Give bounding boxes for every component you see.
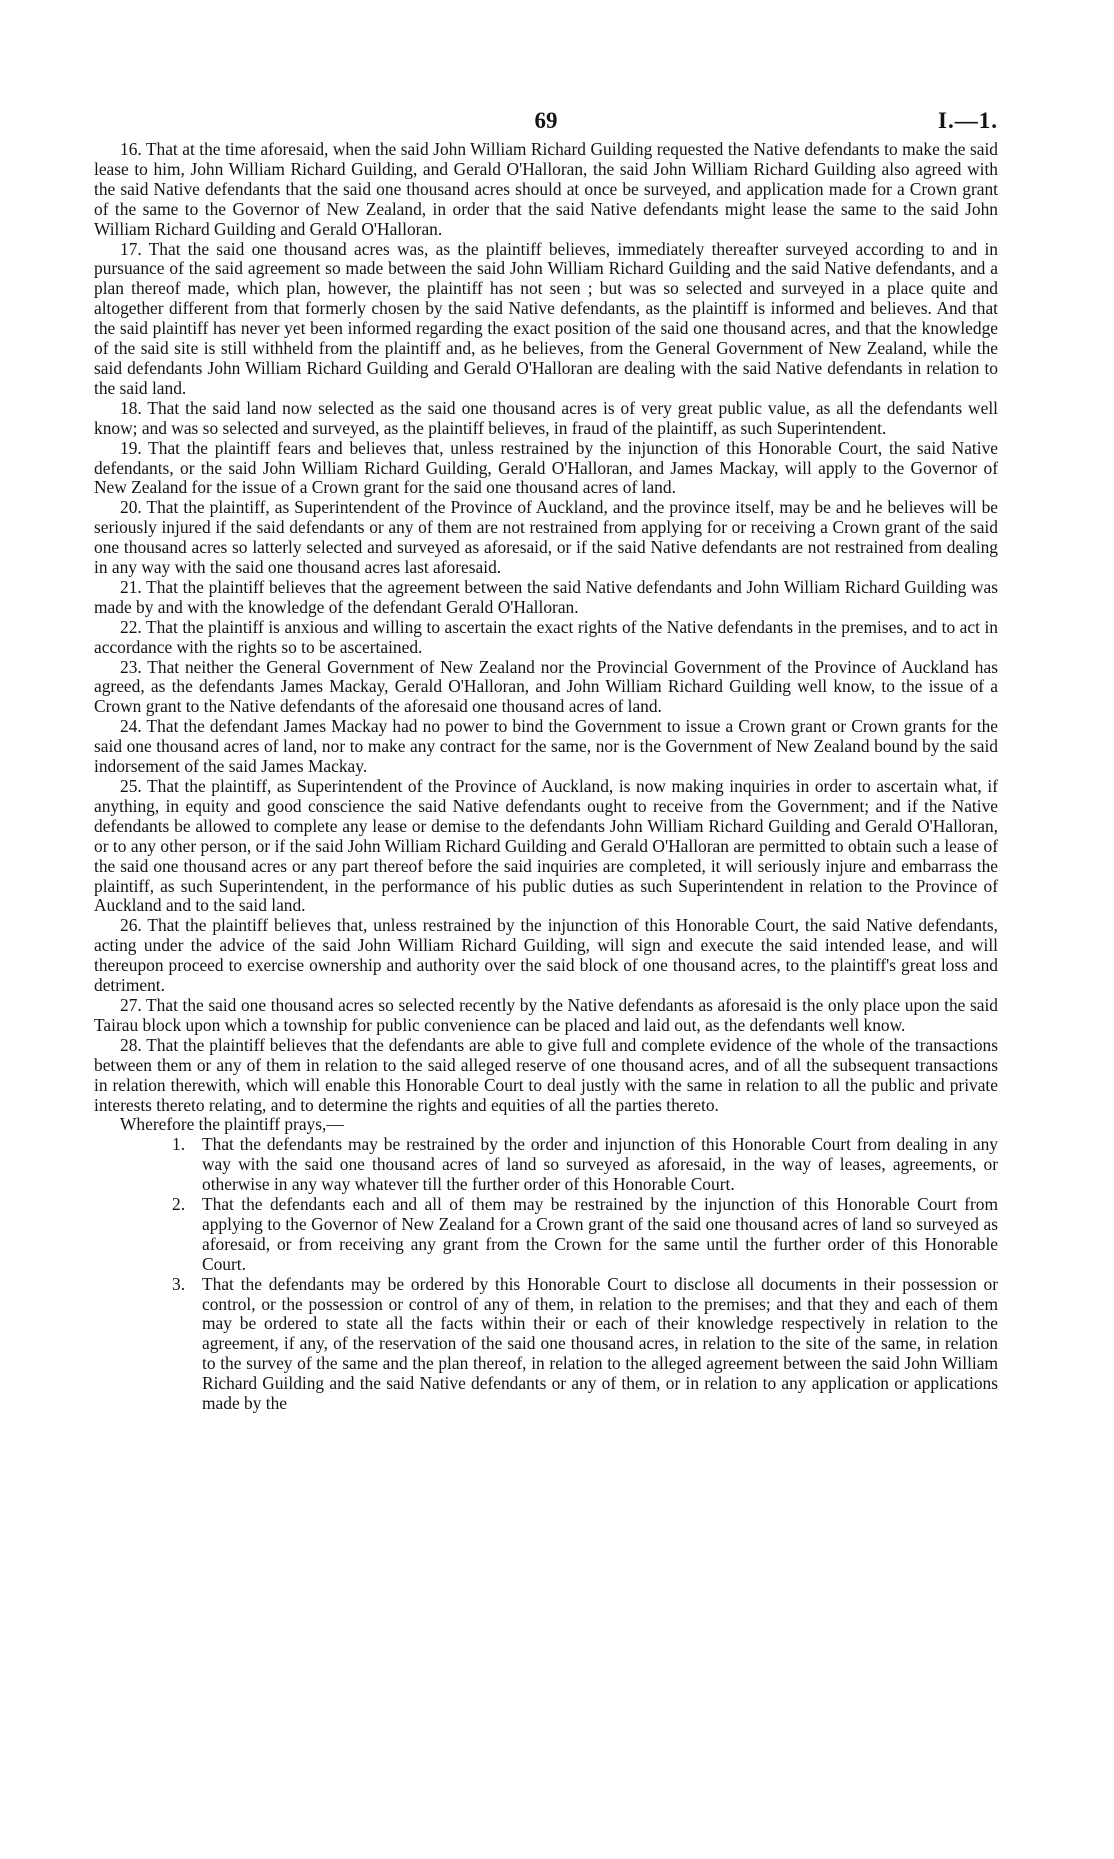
paragraph-20: 20. That the plaintiff, as Superintendent of the Province of Auckland, and the province itself, may be and he believes will be seriously injured if the said defendants or any of them are not restrained from applying for or receiving a Crown grant of the said one thousand acres so latterly selected and surveyed as aforesaid, or if the said Native defendants are not restrained from dealing in any way with the said one thousand acres last aforesaid. xyxy=(94,497,998,578)
paragraph-18: 18. That the said land now selected as the said one thousand acres is of very great public value, as all the defendants well know; and was so selected and surveyed, as the plaintiff believes, in fraud of the plaintiff, as such Superintendent. xyxy=(94,397,998,438)
paragraph-23: 23. That neither the General Government of New Zealand nor the Provincial Government of the Province of Auckland has agreed, as the defendants James Mackay, Gerald O'Halloran, and John William Richard Guilding well know, to the issue of a Crown grant to the Native defendants of the aforesaid one thousand acres of land. xyxy=(94,656,998,717)
document-reference: I.—1. xyxy=(938,108,998,133)
document-page xyxy=(94,100,998,1414)
prayer-item-number: 3. xyxy=(172,1273,186,1294)
paragraph-22: 22. That the plaintiff is anxious and willing to ascertain the exact rights of the Native defendants in the premises, and to act in accordance with the rights so to be ascertained. xyxy=(94,616,998,657)
prayer-item-number: 2. xyxy=(172,1194,186,1215)
prayer-item xyxy=(94,1195,998,1275)
paragraph-16: 16. That at the time aforesaid, when the said John William Richard Guilding requested the Native defendants to make the said lease to him, John William Richard Guilding, and Gerald O'Halloran, the said John William Richard Guilding also agreed with the said Native defendants that the said one thousand acres should at once be surveyed, and application made for a Crown grant of the same to the Governor of New Zealand, in order that the said Native defendants might lease the same to the said John William Richard Guilding and Gerald O'Halloran. xyxy=(94,139,998,239)
page-header xyxy=(94,100,998,140)
prayer-intro: Wherefore the plaintiff prays,— xyxy=(120,1114,344,1135)
paragraph-26: 26. That the plaintiff believes that, unless restrained by the injunction of this Honorable Court, the said Native defendants, acting under the advice of the said John William Richard Guilding, will sign and execute the said intended lease, and will thereupon proceed to exercise ownership and authority over the said block of one thousand acres, to the plaintiff's great loss and detriment. xyxy=(94,915,998,996)
page-number: 69 xyxy=(534,108,558,133)
paragraph-24: 24. That the defendant James Mackay had no power to bind the Government to issue a Crown grant or Crown grants for the said one thousand acres of land, nor to make any contract for the same, nor is the Government of New Zealand bound by the said indorsement of the said James Mackay. xyxy=(94,716,998,777)
prayer-item-text: That the defendants may be restrained by the order and injunction of this Honorable Court from dealing in any way with the said one thousand acres of land so surveyed as aforesaid, in the way of leases, agreements, or otherwise in any way whatever till the further order of this Honorable Court. xyxy=(202,1134,998,1195)
document-body xyxy=(94,140,998,1414)
prayer-item xyxy=(94,1275,998,1414)
paragraph-21: 21. That the plaintiff believes that the agreement between the said Native defendants and John William Richard Guilding was made by and with the knowledge of the defendant Gerald O'Halloran. xyxy=(94,576,998,617)
paragraph-28: 28. That the plaintiff believes that the defendants are able to give full and complete evidence of the whole of the transactions between them or any of them in relation to the said alleged reserve of one thousand acres, and of all the subsequent transactions in relation therewith, which will enable this Honorable Court to deal justly with the same in relation to all the public and private interests thereto relating, and to determine the rights and equities of all the parties thereto. xyxy=(94,1034,998,1115)
prayer-item-text: That the defendants may be ordered by this Honorable Court to disclose all documents in their possession or control, or the possession or control of any of them, in relation to the premises; and that they and each of them may be ordered to state all the facts within their or each of their knowledge respectively in relation to the agreement, if any, of the reservation of the said one thousand acres, in relation to the site of the same, in relation to the survey of the same and the plan thereof, in relation to the alleged agreement between the said John William Richard Guilding and the said Native defendants or any of them, or in relation to any application or applications made by the xyxy=(202,1273,998,1414)
paragraph-25: 25. That the plaintiff, as Superintendent of the Province of Auckland, is now making inquiries in order to ascertain what, if anything, in equity and good conscience the said Native defendants ought to receive from the Government; and if the Native defendants be allowed to complete any lease or demise to the defendants John William Richard Guilding and Gerald O'Halloran, or to any other person, or if the said John William Richard Guilding and Gerald O'Halloran are permitted to obtain such a lease of the said one thousand acres or any part thereof before the said inquiries are completed, it will seriously injure and embarrass the plaintiff, as such Superintendent, in the performance of his public duties as such Superintendent in relation to the Province of Auckland and to the said land. xyxy=(94,776,998,916)
paragraph-27: 27. That the said one thousand acres so selected recently by the Native defendants as aforesaid is the only place upon the said Tairau block upon which a township for public convenience can be placed and laid out, as the defendants well know. xyxy=(94,994,998,1035)
prayer-list xyxy=(94,1135,998,1414)
prayer-item-text: That the defendants each and all of them may be restrained by the injunction of this Honorable Court from applying to the Governor of New Zealand for a Crown grant of the said one thousand acres of land so surveyed as aforesaid, or from receiving any grant from the Crown for the same until the further order of this Honorable Court. xyxy=(202,1194,998,1274)
paragraph-19: 19. That the plaintiff fears and believes that, unless restrained by the injunction of this Honorable Court, the said Native defendants, or the said John William Richard Guilding, Gerald O'Halloran, and James Mackay, will apply to the Governor of New Zealand for the issue of a Crown grant for the said one thousand acres of land. xyxy=(94,437,998,498)
prayer-item xyxy=(94,1135,998,1195)
paragraph-17: 17. That the said one thousand acres was, as the plaintiff believes, immediately thereafter surveyed according to and in pursuance of the said agreement so made between the said John William Richard Guilding and the said Native defendants, and a plan thereof made, which plan, however, the plaintiff has not seen ; but was so selected and surveyed in a place quite and altogether different from that formerly chosen by the said Native defendants, as the plaintiff is informed and believes. And that the said plaintiff has never yet been informed regarding the exact position of the said one thousand acres, and that the knowledge of the said site is still withheld from the plaintiff and, as he believes, from the General Government of New Zealand, while the said defendants John William Richard Guilding and Gerald O'Halloran are dealing with the said Native defendants in relation to the said land. xyxy=(94,238,998,398)
prayer-item-number: 1. xyxy=(172,1134,186,1155)
